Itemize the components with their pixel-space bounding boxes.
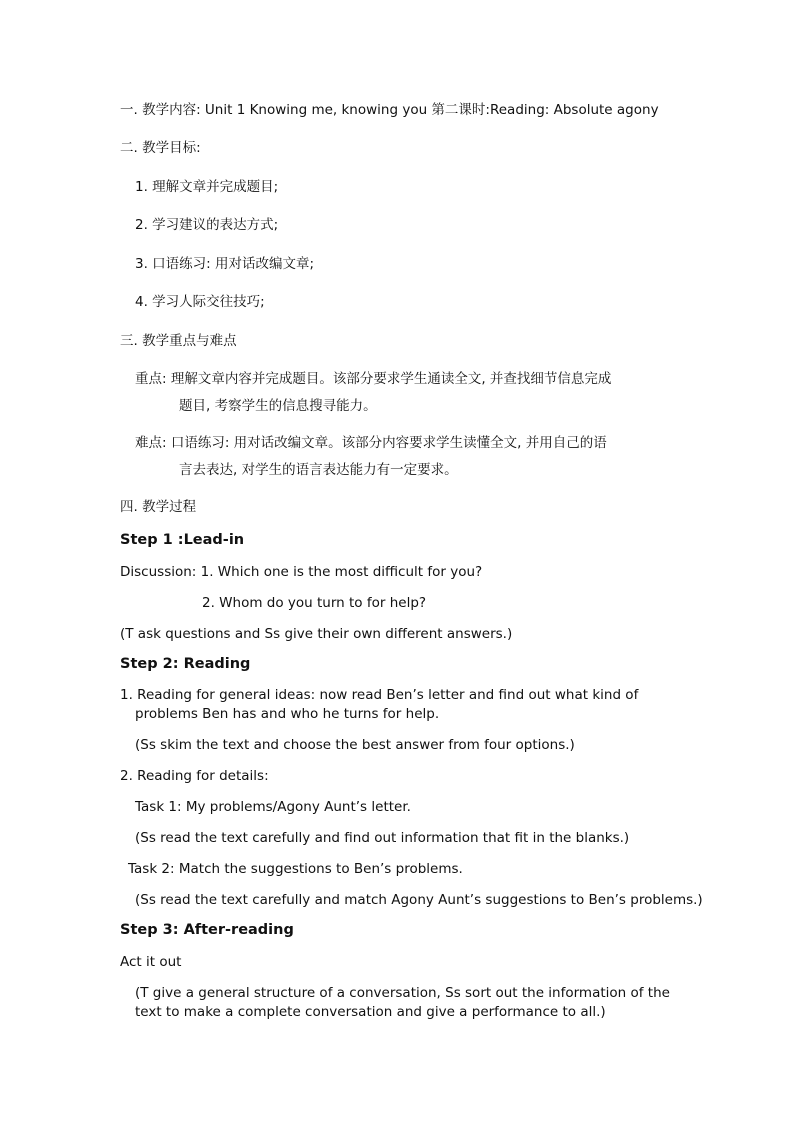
step2-general-note: (Ss skim the text and choose the best answer from four options.): [135, 737, 575, 753]
section-process-heading: 四. 教学过程: [120, 499, 197, 515]
step2-title: Step 2: Reading: [120, 656, 251, 672]
objective-item: 2. 学习建议的表达方式;: [135, 217, 279, 233]
step3-act: Act it out: [120, 954, 182, 970]
difficult-point-line: 言去表达, 对学生的语言表达能力有一定要求。: [179, 462, 458, 478]
step3-note: text to make a complete conversation and give a performance to all.): [135, 1004, 606, 1020]
step2-general-ideas: problems Ben has and who he turns for help.: [135, 706, 440, 722]
section-content-heading: 一. 教学内容: Unit 1 Knowing me, knowing you 第二课时:Reading: Absolute agony: [120, 102, 659, 118]
step2-details: 2. Reading for details:: [120, 768, 269, 784]
objective-item: 4. 学习人际交往技巧;: [135, 294, 265, 310]
step2-general-ideas: 1. Reading for general ideas: now read Ben’s letter and find out what kind of: [120, 687, 639, 703]
step2-task1: Task 1: My problems/Agony Aunt’s letter.: [135, 799, 411, 815]
key-point-line: 重点: 理解文章内容并完成题目。该部分要求学生通读全文, 并查找细节信息完成: [135, 371, 612, 387]
step3-note: (T give a general structure of a conversation, Ss sort out the information of the: [135, 985, 670, 1001]
objective-item: 1. 理解文章并完成题目;: [135, 179, 279, 195]
step1-discussion: 2. Whom do you turn to for help?: [202, 595, 427, 611]
step1-title: Step 1 :Lead-in: [120, 532, 245, 548]
step1-discussion: Discussion: 1. Which one is the most difficult for you?: [120, 564, 483, 580]
step2-task1-note: (Ss read the text carefully and find out information that fit in the blanks.): [135, 830, 630, 846]
step1-note: (T ask questions and Ss give their own different answers.): [120, 626, 513, 642]
section-keypoints-heading: 三. 教学重点与难点: [120, 333, 237, 349]
objective-item: 3. 口语练习: 用对话改编文章;: [135, 256, 315, 272]
step3-title: Step 3: After-reading: [120, 922, 294, 938]
section-objectives-heading: 二. 教学目标:: [120, 140, 201, 156]
difficult-point-line: 难点: 口语练习: 用对话改编文章。该部分内容要求学生读懂全文, 并用自己的语: [135, 435, 607, 451]
step2-task2: Task 2: Match the suggestions to Ben’s problems.: [128, 861, 463, 877]
step2-task2-note: (Ss read the text carefully and match Agony Aunt’s suggestions to Ben’s problems.): [135, 892, 703, 908]
key-point-line: 题目, 考察学生的信息搜寻能力。: [179, 398, 377, 414]
